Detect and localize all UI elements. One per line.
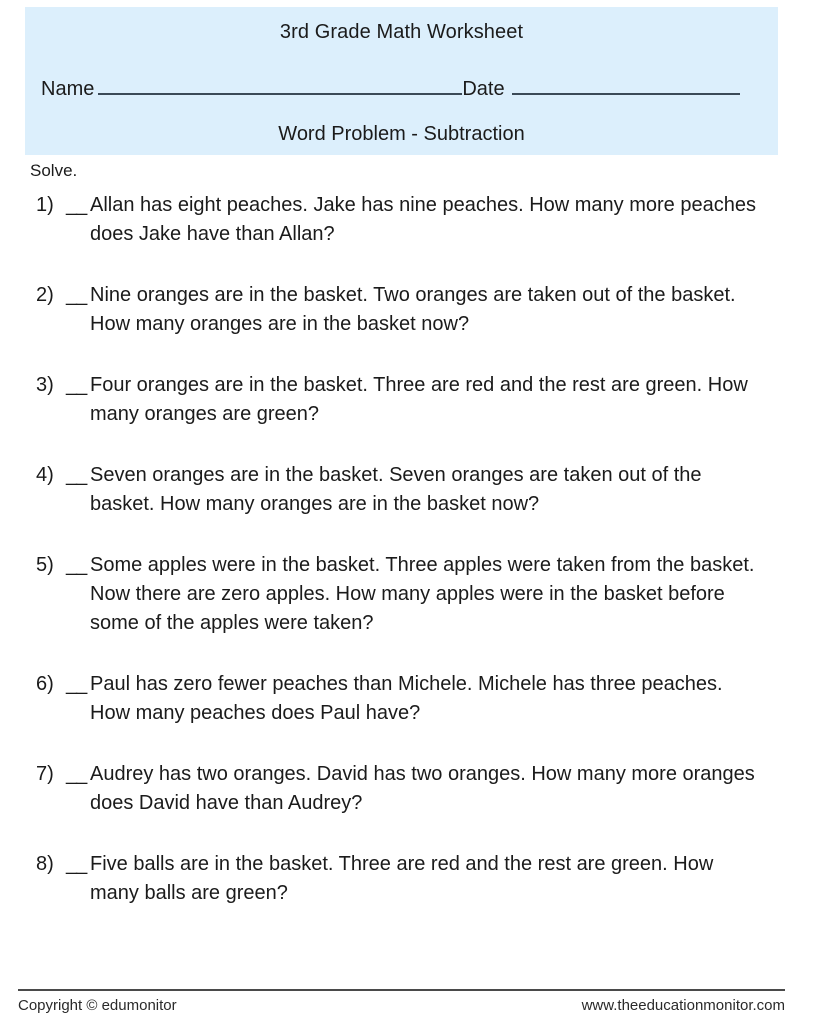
problem-item <box>36 461 784 519</box>
answer-blank[interactable]: __ <box>66 763 87 785</box>
name-label: Name <box>41 78 95 100</box>
problem-number: 5) <box>36 554 54 576</box>
copyright-text: Copyright © edumonitor <box>18 997 177 1014</box>
footer-row <box>18 991 785 1016</box>
problem-number: 8) <box>36 853 54 875</box>
problem-item <box>36 371 784 429</box>
answer-blank[interactable]: __ <box>66 374 87 396</box>
page-subtitle: Word Problem - Subtraction <box>278 123 525 145</box>
problem-item <box>36 850 784 908</box>
answer-blank[interactable]: __ <box>66 194 87 216</box>
problem-number: 6) <box>36 673 54 695</box>
problem-item <box>36 670 784 728</box>
answer-blank[interactable]: __ <box>66 853 87 875</box>
answer-blank[interactable]: __ <box>66 554 87 576</box>
name-input-line[interactable] <box>98 69 462 95</box>
problem-text: Audrey has two oranges. David has two oranges. How many more oranges does David have than Audrey? <box>90 763 755 814</box>
problem-number: 1) <box>36 194 54 216</box>
date-input-line[interactable] <box>512 69 740 95</box>
problem-item <box>36 191 784 249</box>
problem-text: Seven oranges are in the basket. Seven oranges are taken out of the basket. How many oranges are in the basket now? <box>90 464 702 515</box>
problem-text: Four oranges are in the basket. Three are red and the rest are green. How many oranges are green? <box>90 374 748 425</box>
problem-item <box>36 281 784 339</box>
answer-blank[interactable]: __ <box>66 464 87 486</box>
instruction-solve: Solve. <box>30 161 78 180</box>
answer-blank[interactable]: __ <box>66 284 87 306</box>
name-date-row <box>41 69 778 103</box>
problem-text: Five balls are in the basket. Three are red and the rest are green. How many balls are green? <box>90 853 714 904</box>
problem-item <box>36 760 784 818</box>
problem-number: 3) <box>36 374 54 396</box>
problem-text: Allan has eight peaches. Jake has nine peaches. How many more peaches does Jake have than Allan? <box>90 194 756 245</box>
problem-text: Nine oranges are in the basket. Two oranges are taken out of the basket. How many oranges are in the basket now? <box>90 284 736 335</box>
worksheet-header <box>25 7 778 155</box>
problem-number: 7) <box>36 763 54 785</box>
problem-text: Paul has zero fewer peaches than Michele. Michele has three peaches. How many peaches does Paul have? <box>90 673 723 724</box>
problem-number: 4) <box>36 464 54 486</box>
problem-item <box>36 551 784 638</box>
answer-blank[interactable]: __ <box>66 673 87 695</box>
problem-text: Some apples were in the basket. Three apples were taken from the basket. Now there are zero apples. How many apples were in the basket before some of the apples were taken? <box>90 554 755 634</box>
page-title: 3rd Grade Math Worksheet <box>279 21 524 43</box>
date-label: Date <box>462 78 505 100</box>
problem-number: 2) <box>36 284 54 306</box>
page-footer <box>18 989 785 1016</box>
problem-list <box>36 191 784 908</box>
website-link[interactable]: www.theeducationmonitor.com <box>581 997 785 1014</box>
